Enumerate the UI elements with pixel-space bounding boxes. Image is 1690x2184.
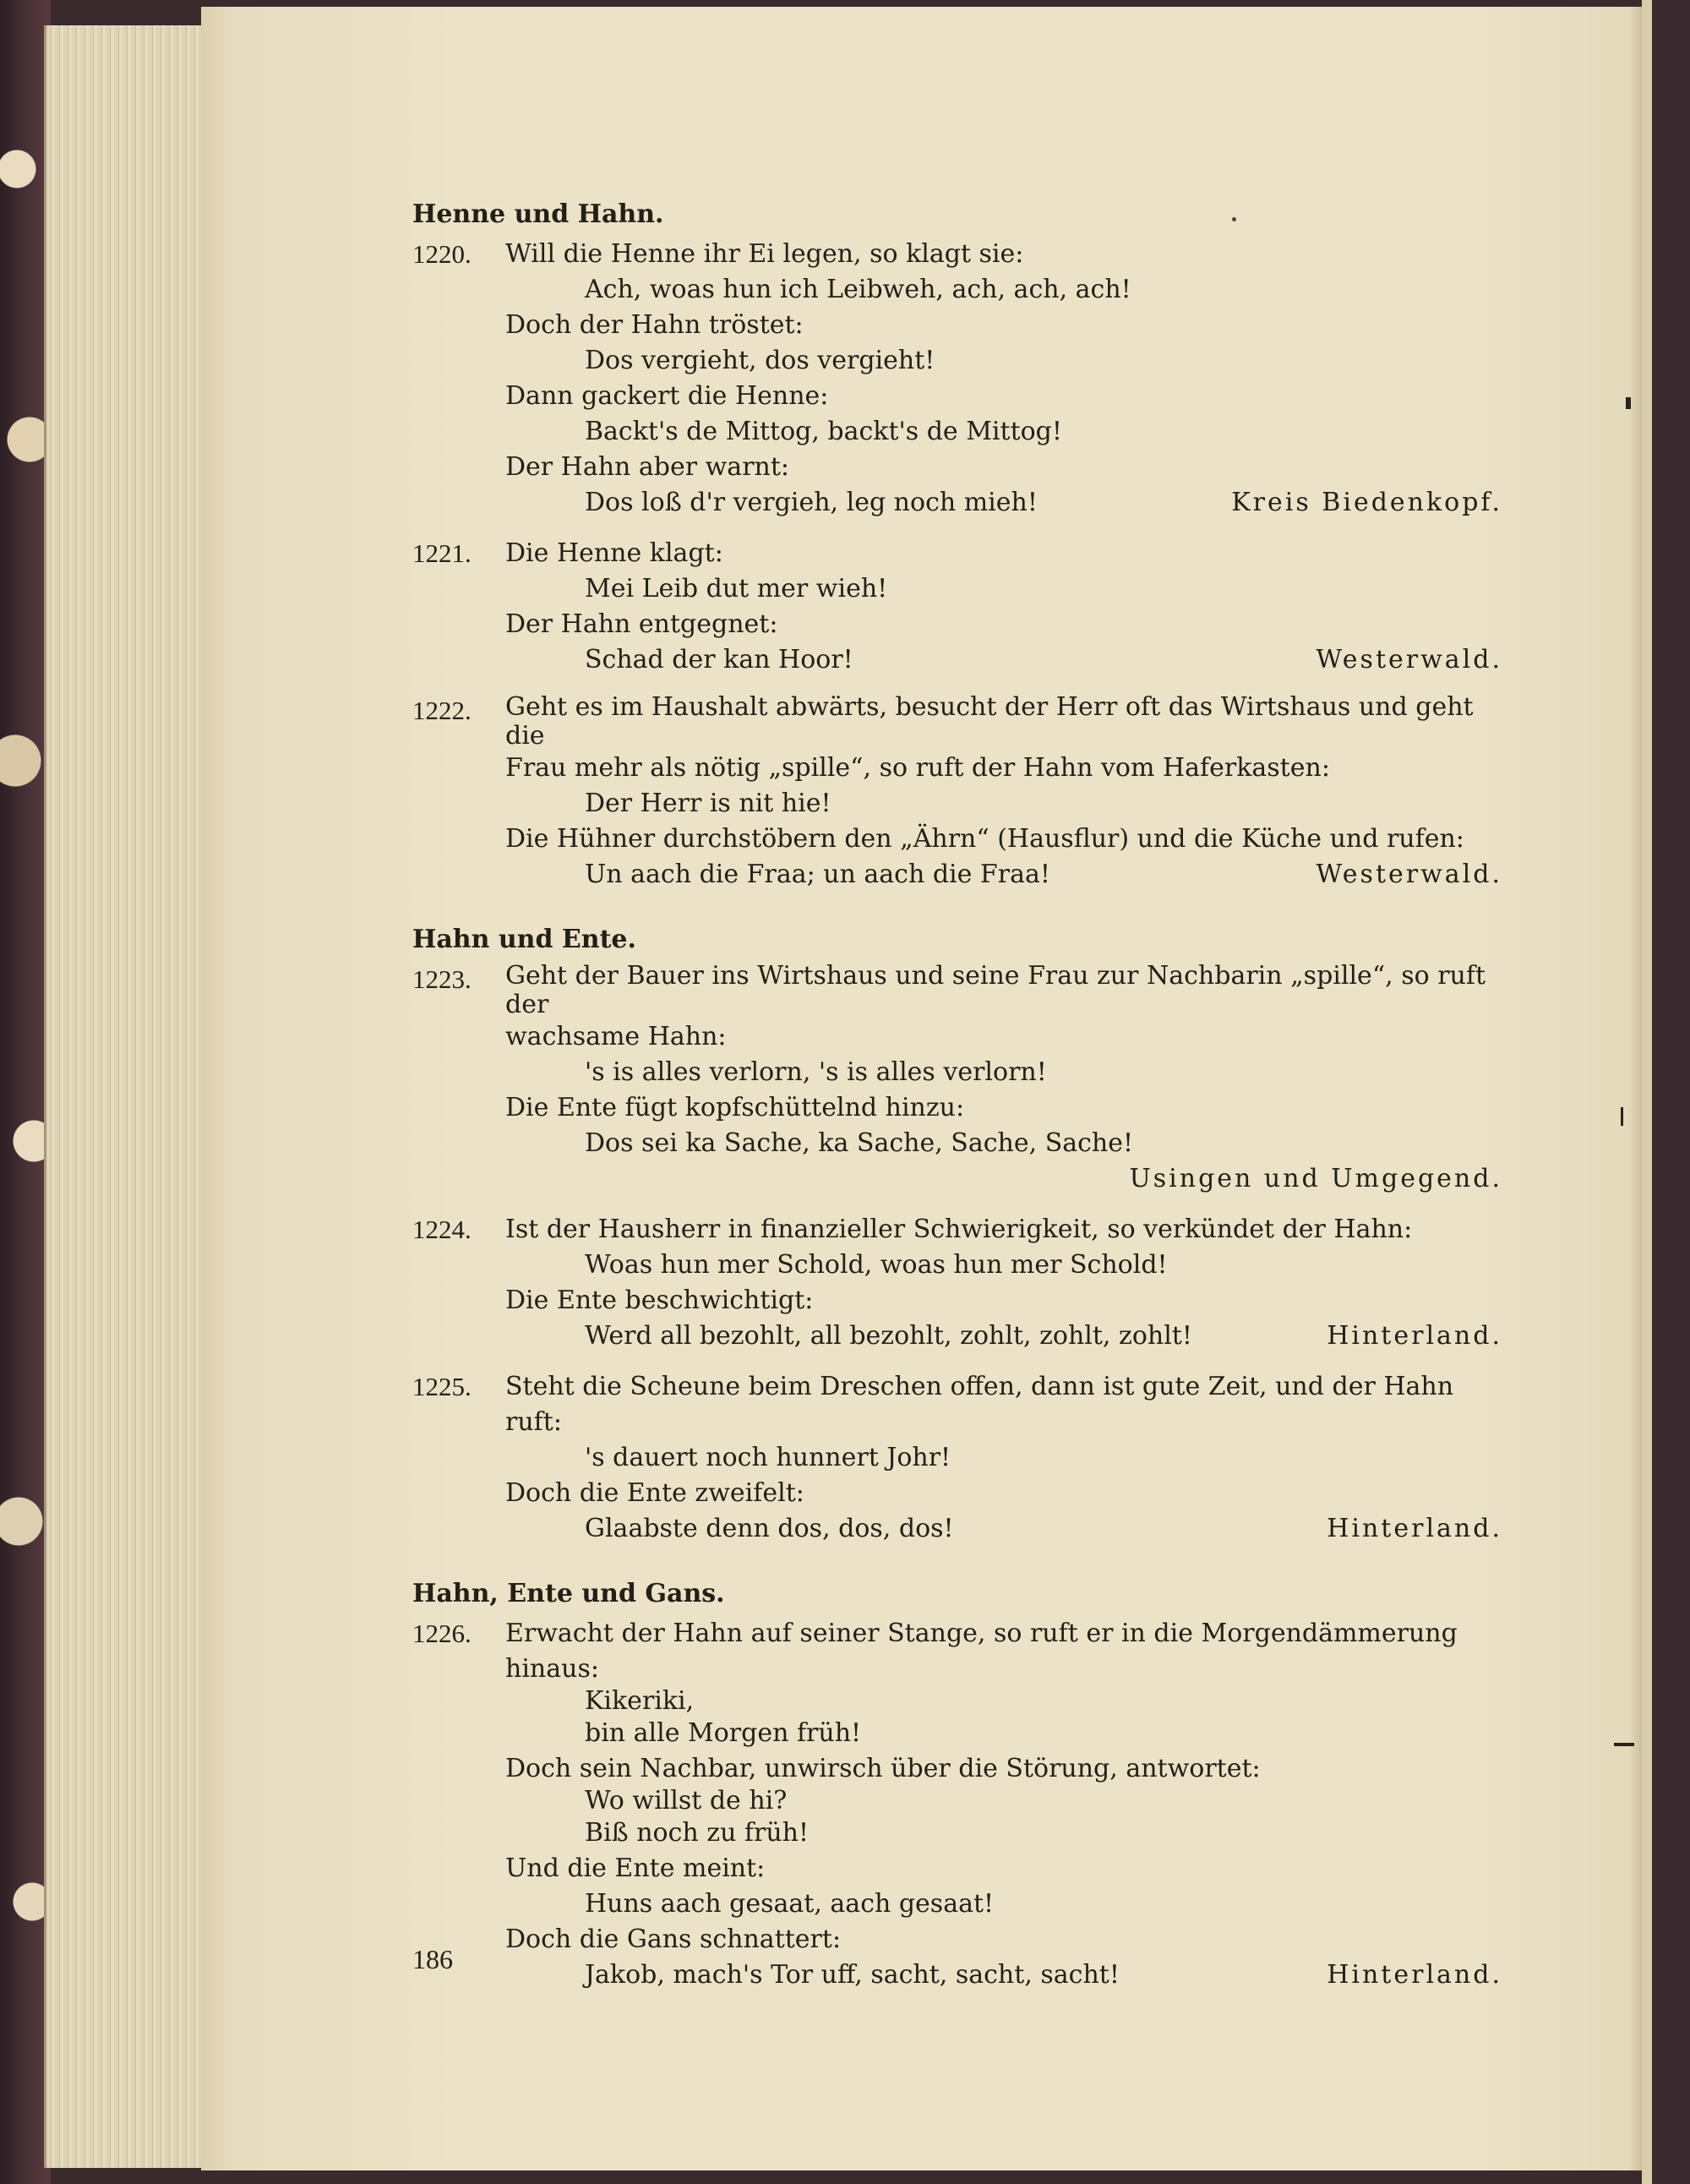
narrative-line (412, 536, 1502, 571)
narrative-line (412, 693, 1502, 751)
line-text: Geht der Bauer ins Wirtshaus und seine Frau zur Nachbarin „spille“, so ruft der (505, 961, 1486, 1019)
location-label: Hinterland. (1327, 1514, 1502, 1543)
entry-number: 1220. (412, 239, 472, 269)
call-line (412, 1440, 1502, 1476)
narrative-line (412, 1369, 1502, 1440)
entry (412, 1212, 1502, 1354)
narrative-line (412, 822, 1502, 857)
line-text: Doch die Gans schnattert: (505, 1925, 842, 1954)
narrative-line (412, 1212, 1502, 1248)
line-text: Der Hahn aber warnt: (505, 452, 790, 482)
narrative-line (412, 308, 1502, 343)
line-text: Schad der kan Hoor! (585, 645, 853, 674)
line-text: 's dauert noch hunnert Johr! (585, 1443, 951, 1472)
location-line (412, 1161, 1502, 1197)
narrative-line (412, 1283, 1502, 1319)
call-line (412, 343, 1502, 379)
page-content (412, 193, 1502, 1993)
call-line (412, 1716, 1502, 1751)
line-text: Dos loß d'r vergieh, leg noch mieh! (585, 488, 1038, 517)
line-text: Doch sein Nachbar, unwirsch über die Störung, antwortet: (505, 1754, 1261, 1783)
location-label: Usingen und Umgegend. (1129, 1164, 1502, 1193)
line-text: Ach, woas hun ich Leibweh, ach, ach, ach! (585, 275, 1131, 304)
call-line (412, 1055, 1502, 1090)
line-text: Huns aach gesaat, aach gesaat! (585, 1889, 995, 1919)
call-line (412, 571, 1502, 607)
entry-number: 1224. (412, 1215, 472, 1244)
line-text: Werd all bezohlt, all bezohlt, zohlt, zohlt, zohlt! (585, 1321, 1192, 1351)
location-label: Kreis Biedenkopf. (1231, 488, 1502, 517)
location-label: Hinterland. (1327, 1321, 1502, 1351)
narrative-line (412, 379, 1502, 414)
location-label: Hinterland. (1327, 1960, 1502, 1990)
line-text: Dos sei ka Sache, ka Sache, Sache, Sache! (585, 1128, 1134, 1158)
call-line (412, 857, 1502, 893)
line-text: Geht es im Haushalt abwärts, besucht der Herr oft das Wirtshaus und geht die (505, 692, 1474, 751)
narrative-line (412, 1851, 1502, 1886)
line-text: Jakob, mach's Tor uff, sacht, sacht, sacht! (585, 1960, 1120, 1990)
call-line (412, 272, 1502, 308)
entry-number: 1221. (412, 538, 472, 568)
margin-mark (1614, 1743, 1634, 1746)
line-text: Wo willst de hi? (585, 1786, 788, 1815)
narrative-line (412, 962, 1502, 1019)
call-line (412, 1886, 1502, 1922)
entry (412, 962, 1502, 1197)
call-line (412, 1687, 1502, 1716)
line-text: bin alle Morgen früh! (585, 1718, 862, 1748)
line-text: Will die Henne ihr Ei legen, so klagt sie: (505, 239, 1024, 269)
narrative-line (412, 1616, 1502, 1687)
line-text: Kikeriki, (585, 1686, 695, 1716)
line-text: Dos vergieht, dos vergieht! (585, 346, 935, 375)
call-line (412, 1511, 1502, 1547)
call-line (412, 1126, 1502, 1161)
line-text: Mei Leib dut mer wieh! (585, 574, 888, 603)
line-text: wachsame Hahn: (505, 1022, 727, 1051)
call-line (412, 1787, 1502, 1815)
line-text: Woas hun mer Schold, woas hun mer Schold! (585, 1250, 1168, 1280)
book-cover-left (0, 0, 51, 2184)
section-heading: Hahn, Ente und Gans. (412, 1579, 725, 1608)
entry (412, 693, 1502, 893)
narrative-line (412, 1476, 1502, 1511)
line-text: Backt's de Mittog, backt's de Mittog! (585, 417, 1062, 446)
location-label: Westerwald. (1316, 645, 1502, 674)
margin-mark (1621, 1107, 1623, 1126)
entry (412, 237, 1502, 521)
line-text: Und die Ente meint: (505, 1854, 766, 1883)
entry (412, 536, 1502, 678)
narrative-line (412, 607, 1502, 642)
entry (412, 1616, 1502, 1993)
narrative-line (412, 1090, 1502, 1126)
page-edges (44, 25, 207, 2168)
narrative-line (412, 1751, 1502, 1787)
narrative-line (412, 1922, 1502, 1957)
line-text: Die Hühner durchstöbern den „Ährn“ (Hausflur) und die Küche und rufen: (505, 824, 1464, 854)
entry-number: 1226. (412, 1619, 472, 1648)
call-line (412, 786, 1502, 822)
entry-number: 1225. (412, 1372, 472, 1401)
page-number: 186 (412, 1944, 453, 1974)
call-line (412, 485, 1502, 521)
call-line (412, 1319, 1502, 1354)
entry-number: 1223. (412, 964, 472, 994)
line-text: 's is alles verlorn, 's is alles verlorn! (585, 1057, 1047, 1087)
line-text: Biß noch zu früh! (585, 1818, 810, 1848)
line-text: Der Herr is nit hie! (585, 789, 831, 818)
narrative-line (412, 450, 1502, 485)
line-text: Frau mehr als nötig „spille“, so ruft der Hahn vom Haferkasten: (505, 753, 1330, 783)
call-line (412, 414, 1502, 450)
line-text: Erwacht der Hahn auf seiner Stange, so ruft er in die Morgendämmerung hinaus: (505, 1619, 1458, 1684)
narrative-line (412, 751, 1502, 786)
line-text: Doch die Ente zweifelt: (505, 1478, 804, 1508)
line-text: Der Hahn entgegnet: (505, 609, 778, 639)
entry-number: 1222. (412, 696, 472, 725)
line-text: Dann gackert die Henne: (505, 381, 829, 411)
section-heading: Henne und Hahn. (412, 199, 664, 229)
line-text: Doch der Hahn tröstet: (505, 310, 804, 340)
book-cover-right (1642, 0, 1690, 2184)
call-line (412, 642, 1502, 678)
section-heading: Hahn und Ente. (412, 925, 636, 954)
line-text: Steht die Scheune beim Dreschen offen, dann ist gute Zeit, und der Hahn ruft: (505, 1372, 1454, 1437)
call-line (412, 1957, 1502, 1993)
margin-mark (1626, 397, 1631, 409)
line-text: Ist der Hausherr in finanzieller Schwierigkeit, so verkündet der Hahn: (505, 1215, 1413, 1244)
location-label: Westerwald. (1316, 860, 1502, 889)
line-text: Glaabste denn dos, dos, dos! (585, 1514, 954, 1543)
line-text: Un aach die Fraa; un aach die Fraa! (585, 860, 1050, 889)
narrative-line (412, 1019, 1502, 1055)
call-line (412, 1248, 1502, 1283)
call-line (412, 1815, 1502, 1851)
line-text: Die Ente beschwichtigt: (505, 1286, 814, 1315)
line-text: Die Ente fügt kopfschüttelnd hinzu: (505, 1093, 965, 1122)
line-text: Die Henne klagt: (505, 538, 723, 568)
narrative-line (412, 237, 1502, 272)
entry (412, 1369, 1502, 1547)
